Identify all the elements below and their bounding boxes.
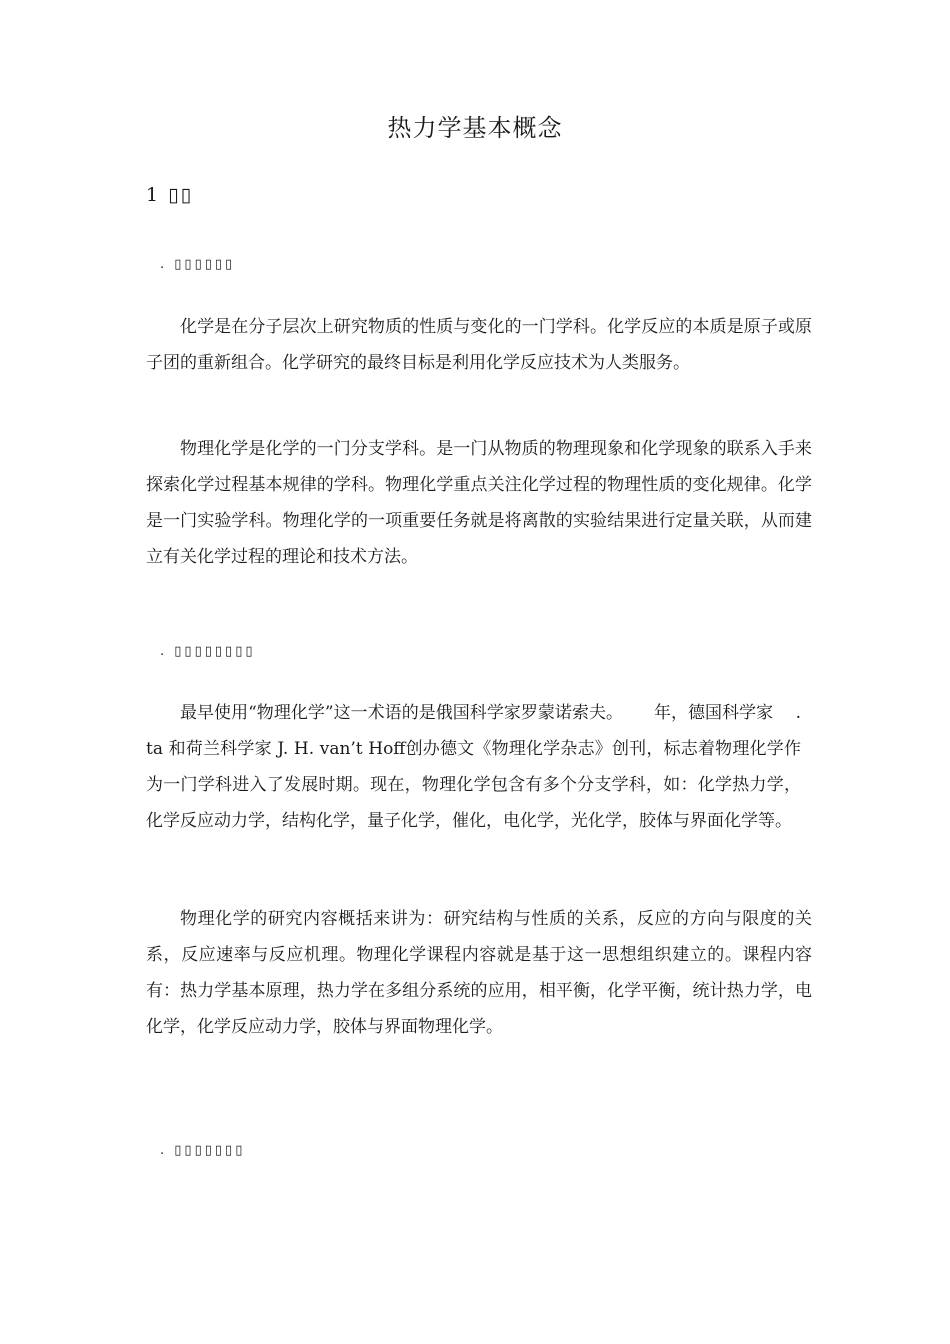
- paragraph: 物理化学是化学的一门分支学科。是一门从物质的物理现象和化学现象的联系入手来探索化学过程基本规律的学科。物理化学重点关注化学过程的物理性质的变化规律。化学是一门实验学科。物理化学的一项重要任务就是将离散的实验结果进行定量关联，从而建立有关化学过程的理论和技术方法。: [146, 439, 812, 567]
- page-title: 热力学基本概念: [387, 114, 563, 142]
- subsection-heading: . ▯▯▯▯▯▯: [160, 257, 236, 272]
- section-heading: 1 ▯▯: [146, 184, 194, 206]
- paragraph: 化学是在分子层次上研究物质的性质与变化的一门学科。化学反应的本质是原子或原子团的重新组合。化学研究的最终目标是利用化学反应技术为人类服务。: [146, 317, 812, 373]
- subsection-heading: . ▯▯▯▯▯▯▯: [160, 1143, 246, 1158]
- subsection-heading: . ▯▯▯▯▯▯▯▯: [160, 644, 256, 659]
- paragraph: 最早使用“物理化学”这一术语的是俄国科学家罗蒙诺索夫。 年，德国科学家 . ta 和荷兰科学家 J. H. van’t Hoff创办德文《物理化学杂志》创刊，标志着物理化学作为一门学科进入了发展时期。现在，物理化学包含有多个分支学科，如：化学热力学，化学反应动力学，结构化学，量子化学，催化，电化学，光化学，胶体与界面化学等。: [146, 703, 841, 831]
- paragraph: 物理化学的研究内容概括来讲为：研究结构与性质的关系，反应的方向与限度的关系，反应速率与反应机理。物理化学课程内容就是基于这一思想组织建立的。课程内容有：热力学基本原理，热力学在多组分系统的应用，相平衡，化学平衡，统计热力学，电化学，化学反应动力学，胶体与界面物理化学。: [146, 909, 812, 1037]
